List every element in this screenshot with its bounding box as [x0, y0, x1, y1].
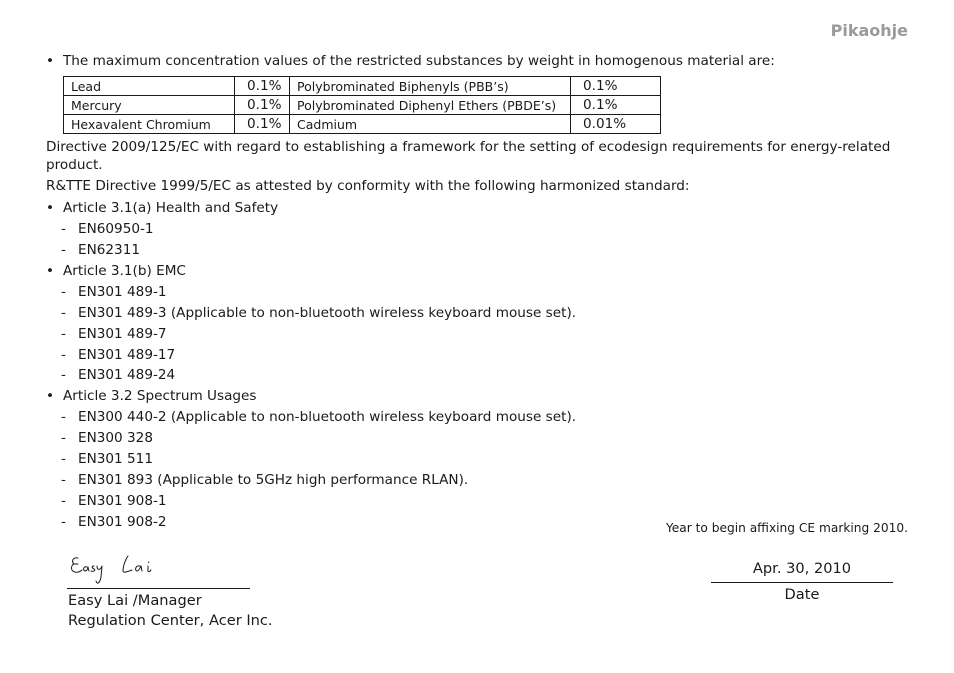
dash-marker: -	[61, 493, 66, 509]
intro-text: The maximum concentration values of the restricted substances by weight in homogenous material are:	[63, 53, 775, 69]
standard-item: EN301 511	[78, 451, 153, 467]
article-title: Article 3.2 Spectrum Usages	[63, 388, 257, 404]
rtte-directive-text: R&TTE Directive 1999/5/EC as attested by conformity with the following harmonized standard:	[46, 178, 690, 194]
standard-item: EN300 440-2 (Applicable to non-bluetooth wireless keyboard mouse set).	[78, 409, 577, 425]
standard-item: EN60950-1	[78, 221, 154, 237]
table-row	[64, 77, 661, 96]
substance-cell: Mercury	[64, 96, 235, 115]
date-value: Apr. 30, 2010	[752, 560, 852, 577]
concentration-cell: 0.1%	[571, 77, 661, 96]
ecodesign-directive-line-2: product.	[46, 157, 103, 173]
restricted-substances-table	[63, 76, 661, 134]
date-label: Date	[784, 586, 820, 603]
concentration-cell: 0.1%	[235, 115, 290, 134]
dash-marker: -	[61, 242, 66, 258]
substance-cell: Polybrominated Biphenyls (PBB’s)	[290, 77, 571, 96]
page-header-title: Pikaohje	[830, 21, 908, 40]
concentration-cell: 0.1%	[571, 96, 661, 115]
concentration-cell: 0.1%	[235, 96, 290, 115]
date-line	[711, 582, 893, 583]
handwritten-signature	[68, 552, 164, 588]
ecodesign-directive-line-1: Directive 2009/125/EC with regard to establishing a framework for the setting of ecodesign requirements for energy-related	[46, 139, 891, 155]
table-row	[64, 115, 661, 134]
standard-item: EN301 489-3 (Applicable to non-bluetooth wireless keyboard mouse set).	[78, 305, 577, 321]
dash-marker: -	[61, 326, 66, 342]
standard-item: EN300 328	[78, 430, 153, 446]
substance-cell: Cadmium	[290, 115, 571, 134]
signer-organization: Regulation Center, Acer Inc.	[68, 612, 273, 629]
article-title: Article 3.1(b) EMC	[63, 263, 186, 279]
standard-item: EN301 893 (Applicable to 5GHz high performance RLAN).	[78, 472, 469, 488]
standard-item: EN301 489-17	[78, 347, 176, 363]
standard-item: EN301 908-1	[78, 493, 167, 509]
standard-item: EN301 489-7	[78, 326, 167, 342]
dash-marker: -	[61, 451, 66, 467]
bullet-marker: •	[46, 388, 55, 404]
bullet-marker: •	[46, 53, 55, 69]
bullet-marker: •	[46, 200, 55, 216]
table-row	[64, 96, 661, 115]
dash-marker: -	[61, 430, 66, 446]
substance-cell: Lead	[64, 77, 235, 96]
dash-marker: -	[61, 347, 66, 363]
dash-marker: -	[61, 305, 66, 321]
signature-line	[67, 588, 250, 589]
concentration-cell: 0.1%	[235, 77, 290, 96]
dash-marker: -	[61, 284, 66, 300]
dash-marker: -	[61, 514, 66, 530]
standard-item: EN301 908-2	[78, 514, 167, 530]
ce-marking-note: Year to begin affixing CE marking 2010.	[665, 521, 908, 535]
dash-marker: -	[61, 221, 66, 237]
dash-marker: -	[61, 409, 66, 425]
dash-marker: -	[61, 367, 66, 383]
article-title: Article 3.1(a) Health and Safety	[63, 200, 279, 216]
standard-item: EN301 489-24	[78, 367, 176, 383]
signer-name: Easy Lai /Manager	[68, 592, 202, 609]
dash-marker: -	[61, 472, 66, 488]
substance-cell: Polybrominated Diphenyl Ethers (PBDE’s)	[290, 96, 571, 115]
bullet-marker: •	[46, 263, 55, 279]
standard-item: EN62311	[78, 242, 141, 258]
concentration-cell: 0.01%	[571, 115, 661, 134]
standard-item: EN301 489-1	[78, 284, 167, 300]
substance-cell: Hexavalent Chromium	[64, 115, 235, 134]
